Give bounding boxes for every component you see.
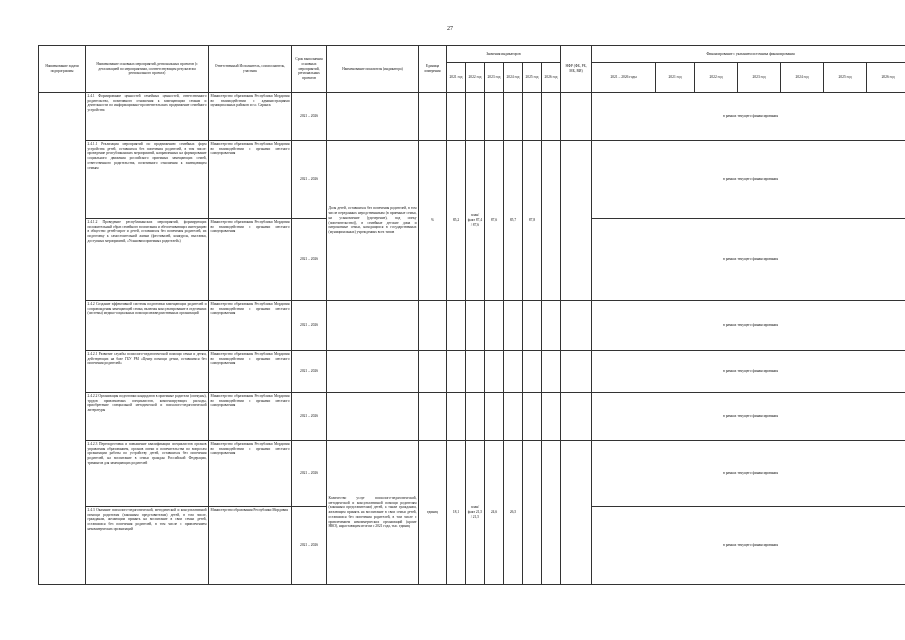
header-year: 2022 год	[466, 63, 485, 93]
term-cell: 2021 – 2026	[292, 393, 327, 441]
indicator-value: 18,1	[447, 441, 466, 585]
financing-cell: в рамках текущего финансирования	[592, 507, 905, 585]
indicator-value: план/факт 21,5 / 21,5	[466, 441, 485, 585]
activity-cell: 2.4.2.1 Развитие службы психолого-педагогической помощи семьи и детям, действующих на базе ГБУ РМ «Центр помощи детям, оставшимся без попечения родителей»	[86, 351, 209, 393]
header-year: 2023 год	[485, 63, 504, 93]
header-indicator-values: Значения индикаторов	[447, 46, 561, 63]
table-header-row	[39, 46, 905, 63]
header-year: 2026 год	[542, 63, 561, 93]
activity-cell: 2.4.2 Создание эффективной системы подготовки замещающих родителей и сопровождения замещающей семьи, включая консультирование в отделениях (системы) медико-социальных помощи межведомственных организаций	[86, 301, 209, 351]
indicator-value: план/факт 87,4 / 87,6	[466, 141, 485, 301]
table-row	[39, 441, 905, 507]
header-fin-year: 2021 – 2026 годы	[592, 63, 656, 93]
responsible-cell: Министерство образования Республики Мордовия во взаимодействии с органами местного самоуправления	[209, 301, 292, 351]
program-activities-table	[38, 45, 905, 585]
indicator-value: 85,2	[447, 141, 466, 301]
table-row	[39, 351, 905, 393]
responsible-cell: Министерство образования Республики Мордовия во взаимодействии с органами местного самоуправления	[209, 141, 292, 219]
term-cell: 2021 – 2026	[292, 141, 327, 219]
header-indicator-name: Наименование показателя (индикатора)	[327, 46, 419, 93]
financing-cell: в рамках текущего финансирования	[592, 393, 905, 441]
header-nhp: НФР (ФБ, РБ, МБ, ВИ)	[561, 46, 592, 93]
header-unit: Единица измерения	[419, 46, 447, 93]
responsible-cell: Министерство образования Республики Мордовия во взаимодействии с органами местного самоуправления	[209, 393, 292, 441]
activity-cell: 2.4.1 Формирование ценностей семейных ценностей, ответственного родительства, позитивного отношения к замещающим семьям и деятельности по информационно-просветительских продвижение семейного устройства	[86, 93, 209, 141]
responsible-cell: Министерство образования Республики Мордовия во взаимодействии с администрациями муниципальных районов и г.о. Саранск	[209, 93, 292, 141]
indicator-cell: Количество услуг психолого-педагогической, методической и консультативной помощи родителям (законным представителям) детей, а также гражданам, желающим принять на воспитание в свои семьи детей, оставшихся без попечения родителей, в том числе с привлечением некоммерческих организаций (кроме НКО), нарастающим итогом с 2021 года, тыс. единиц	[327, 441, 419, 585]
unit-cell: %	[419, 141, 447, 301]
responsible-cell: Министерство образования Республики Мордовия во взаимодействии с органами местного самоуправления	[209, 351, 292, 393]
financing-cell: в рамках текущего финансирования	[592, 93, 905, 141]
activity-cell: 2.4.2.2 Организация подготовки кандидатов в приемные родители (опекуны), трудов привлекаемых специалистов, компенсирующих расходы, приобретение специальной методической и психолого-педагогической литературы	[86, 393, 209, 441]
term-cell: 2021 – 2026	[292, 93, 327, 141]
header-responsible: Ответственный Исполнитель, соисполнитель, участник	[209, 46, 292, 93]
financing-cell: в рамках текущего финансирования	[592, 219, 905, 301]
indicator-value: 85,7	[504, 141, 523, 301]
term-cell: 2021 – 2026	[292, 301, 327, 351]
indicator-value: 26,5	[504, 441, 523, 585]
unit-cell: единиц	[419, 441, 447, 585]
header-year: 2024 год	[504, 63, 523, 93]
header-activity-name: Наименование основных мероприятий, региональных проектов (с детализацией по мероприятиям, соответствующим результатам регионального проекта)	[86, 46, 209, 93]
header-fin-year: 2021 год	[656, 63, 695, 93]
header-year: 2025 год	[523, 63, 542, 93]
financing-cell: в рамках текущего финансирования	[592, 141, 905, 219]
header-fin-year: 2025 год	[824, 63, 867, 93]
header-fin-year: 2023 год	[738, 63, 781, 93]
indicator-value: 87,8	[523, 141, 542, 301]
financing-cell: в рамках текущего финансирования	[592, 441, 905, 507]
indicator-cell: Доля детей, оставшихся без попечения родителей, в том числе переданных неродственникам (в приемные семьи, на усыновление (удочерение), под опеку (попечительство)), в семейные детские дома и патронатные семьи, находящихся в государственных (муниципальных) учреждениях всех типов	[327, 141, 419, 301]
task-cell	[39, 93, 86, 585]
activity-cell: 2.4.1.1 Реализация мероприятий по продвижению семейных форм устройства детей, оставшихся без попечения родителей, в том числе: проведение республиканских мероприятий, направленных на формирование социального движения российского приемных замещающих семей, ответственного родительства, позитивного отношения к замещающим семьям	[86, 141, 209, 219]
table-row	[39, 93, 905, 141]
page-number: 27	[447, 26, 453, 32]
header-term: Срок выполнения основных мероприятий, региональных проектов	[292, 46, 327, 93]
activity-cell: 2.4.2.3 Переподготовка и повышение квалификации специалистов органов управления образованием, органов опеки и попечительства по вопросам организации работы по устройству детей, оставшихся без попечения родителей, на воспитание в семьи граждан Российской Федерации, тренингов для замещающих родителей	[86, 441, 209, 507]
term-cell: 2021 – 2026	[292, 219, 327, 301]
unit-cell	[419, 93, 447, 141]
header-fin-year: 2026 год	[867, 63, 905, 93]
activity-cell: 2.4.1.2 Проведение республиканских мероприятий, формирующих положительный образ семейного воспитания и обеспечивающих интеграцию в общество детей-сирот и детей, оставшихся без попечения родителей, их подготовку к самостоятельной жизни (фестивалей, конкурсы, выставки, доступных мероприятий, «Усыновим приемных родителей»)	[86, 219, 209, 301]
header-task-name: Наименование задачи подпрограммы	[39, 46, 86, 93]
header-year: 2021 год	[447, 63, 466, 93]
indicator-value: 87,6	[485, 141, 504, 301]
term-cell: 2021 – 2026	[292, 507, 327, 585]
indicator-cell	[327, 93, 419, 141]
header-financing: Финансирование с указанием источника финансирования	[592, 46, 905, 63]
financing-cell: в рамках текущего финансирования	[592, 351, 905, 393]
responsible-cell: Министерство образования Республики Мордовия	[209, 507, 292, 585]
header-fin-year: 2022 год	[695, 63, 738, 93]
activity-cell: 2.4.3 Оказание психолого-педагогической, методической и консультативной помощи родителям (законным представителям) детей, в том числе, гражданам, желающим принять на воспитание в свои семьи детей, оставшихся без попечения родителей, в том числе с привлечением некоммерческих организаций	[86, 507, 209, 585]
responsible-cell: Министерство образования Республики Мордовия во взаимодействии с органами местного самоуправления	[209, 441, 292, 507]
financing-cell: в рамках текущего финансирования	[592, 301, 905, 351]
term-cell: 2021 – 2026	[292, 351, 327, 393]
header-fin-year: 2024 год	[781, 63, 824, 93]
table-row	[39, 393, 905, 441]
table-row	[39, 301, 905, 351]
term-cell: 2021 – 2026	[292, 441, 327, 507]
indicator-value: 24,6	[485, 441, 504, 585]
table-row	[39, 141, 905, 219]
responsible-cell: Министерство образования Республики Мордовия во взаимодействии с органами местного самоуправления	[209, 219, 292, 301]
